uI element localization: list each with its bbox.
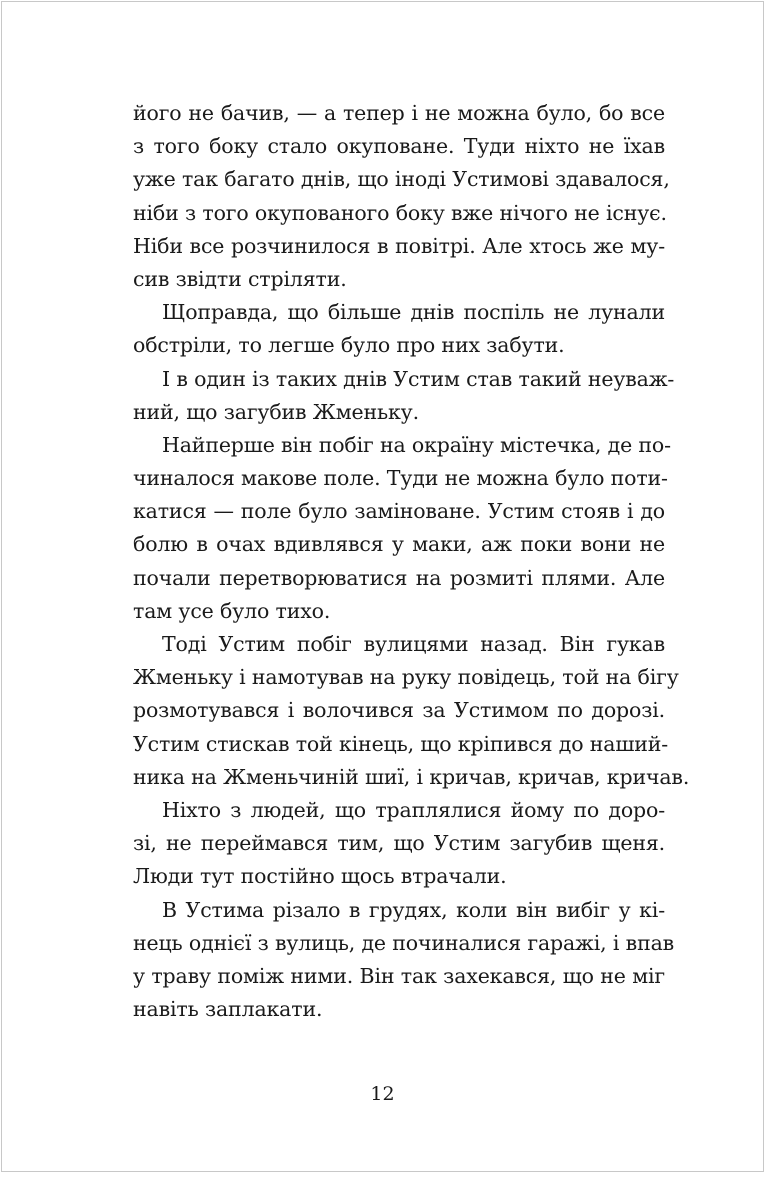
- paragraph: [133, 429, 671, 628]
- text-line: почали перетворюватися на розмиті плями. Але: [133, 565, 665, 590]
- text-line: Найперше він побіг на окраїну містечка, де по-: [162, 432, 671, 457]
- text-line: І в один із таких днів Устим став такий неуваж-: [162, 366, 675, 391]
- text-line: Жменьку і намотував на руку повідець, той на бігу: [133, 665, 679, 690]
- text-line: чиналося макове поле. Туди не можна було поти-: [133, 466, 668, 491]
- text-line: Ніхто з людей, що траплялися йому по доро-: [162, 797, 665, 822]
- text-line: розмотувався і волочився за Устимом по дорозі.: [133, 698, 665, 723]
- paragraph: [133, 794, 665, 894]
- text-line: уже так багато днів, що іноді Устимові здавалося,: [133, 167, 670, 192]
- text-line: у траву поміж ними. Він так захекався, що не міг: [133, 963, 665, 988]
- text-line: Люди тут постійно щось втрачали.: [133, 864, 507, 889]
- text-line: з того боку стало окуповане. Туди ніхто не їхав: [133, 134, 665, 159]
- text-line: Устим стискав той кінець, що кріпився до наший-: [133, 731, 669, 756]
- text-line: В Устима різало в грудях, коли він вибіг у кі-: [162, 897, 665, 922]
- paragraph: [133, 894, 675, 1027]
- text-line: катися — поле було заміноване. Устим стояв і до: [133, 499, 665, 524]
- text-line: навіть заплакати.: [133, 997, 323, 1022]
- text-line: Ніби все розчинилося в повітрі. Але хтось же му-: [133, 233, 665, 258]
- text-line: Тоді Устим побіг вулицями назад. Він гукав: [162, 632, 665, 656]
- page-number: 12: [370, 1083, 395, 1105]
- paragraph: [133, 363, 675, 429]
- body-text: [133, 97, 690, 1026]
- paragraph: [133, 296, 665, 362]
- text-line: обстріли, то легше було про них забути.: [133, 333, 565, 358]
- text-line: ніби з того окупованого боку вже нічого не існує.: [133, 200, 667, 225]
- paragraph: [133, 628, 690, 794]
- text-line: Щоправда, що більше днів поспіль не лунали: [162, 300, 665, 325]
- text-line: зі, не переймався тим, що Устим загубив щеня.: [133, 831, 665, 856]
- text-line: ника на Жменьчиній шиї, і кричав, кричав, кричав.: [133, 764, 690, 789]
- text-line: ний, що загубив Жменьку.: [133, 399, 419, 424]
- text-line: нець однієї з вулиць, де починалися гаражі, і впав: [133, 930, 675, 955]
- paragraph: [133, 97, 670, 296]
- text-line: сив звідти стріляти.: [133, 266, 347, 291]
- text-line: його не бачив, — а тепер і не можна було, бо все: [133, 101, 665, 125]
- book-page: [1, 1, 764, 1172]
- text-line: болю в очах вдивлявся у маки, аж поки вони не: [133, 532, 665, 557]
- text-line: там усе було тихо.: [133, 598, 331, 623]
